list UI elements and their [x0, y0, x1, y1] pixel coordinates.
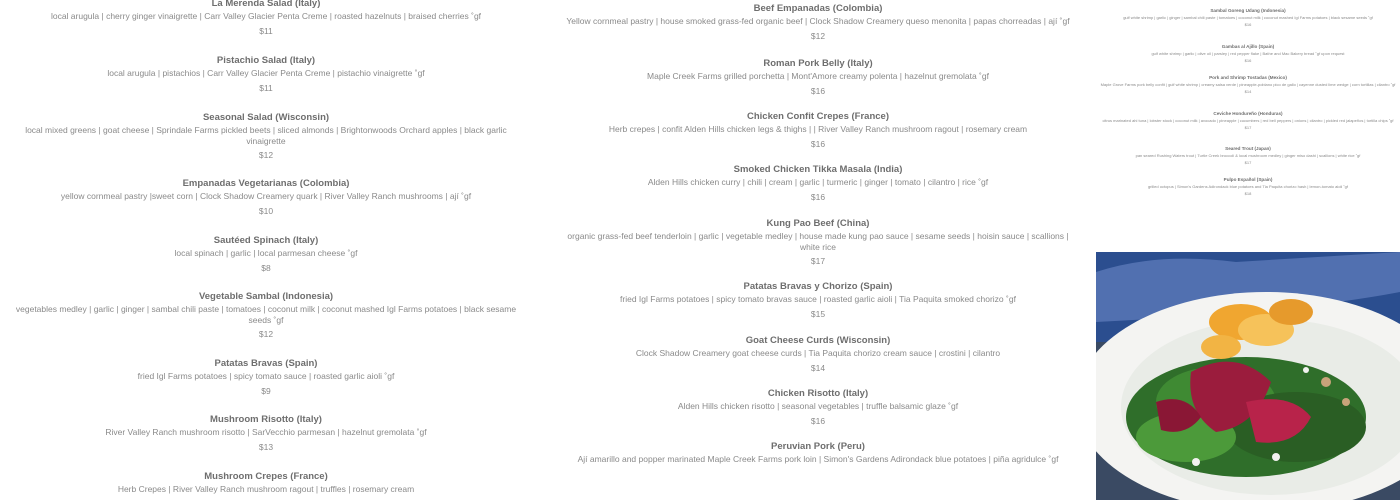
menu-item-description: Ají amarillo and popper marinated Maple Creek Farms pork loin | Simon's Gardens Adirondack blue potatoes | piña agridulce ˚gf: [577, 454, 1059, 464]
menu-item-description: local arugula | pistachios | Carr Valley Glacier Penta Creme | pistachio vinaigrette ˚gf: [107, 68, 425, 78]
menu-item-name: Patatas Bravas (Spain): [214, 358, 318, 369]
menu-item-price: $16: [810, 85, 826, 96]
menu-item: [560, 441, 1076, 469]
menu-item-description: Yellow cornmeal pastry | house smoked grass-fed organic beef | Clock Shadow Creamery queso menonita | papas chorreadas | ají ˚gf: [566, 16, 1070, 26]
menu-item-description: pan seared Rushing Waters trout | Turtle Creek broccoli & local mushroom medley | ginger miso dashi | scallions | white rice ˚gf: [1135, 153, 1361, 158]
menu-item-name: Seasonal Salad (Wisconsin): [202, 112, 330, 123]
menu-item-price: $14: [810, 362, 826, 373]
menu-item-price: $17: [1244, 160, 1252, 165]
menu-item-name: Sautéed Spinach (Italy): [213, 235, 319, 246]
menu-item: [560, 58, 1076, 97]
menu-item-name: Chicken Risotto (Italy): [767, 388, 869, 399]
menu-item-name: Mushroom Crepes (France): [204, 471, 328, 482]
menu-item-description: fried Igl Farms potatoes | spicy tomato bravas sauce | roasted garlic aioli | Tia Paquita smoked chorizo ˚gf: [620, 294, 1016, 304]
salad-photo: [1096, 252, 1400, 500]
menu-item-price: $12: [258, 329, 274, 339]
menu-item: [0, 291, 532, 340]
menu-item-name: Ceviche Hondureño (Honduras): [1213, 111, 1283, 116]
menu-item-description: grilled octopus | Simon's Gardens Adirondack blue potatoes and Tia Paquita chorizo hash | lemon-tomato aioli ˚gf: [1147, 184, 1349, 189]
menu-item: [560, 111, 1076, 150]
menu-item-name: Pulpo Español (Spain): [1223, 177, 1273, 182]
menu-item-name: Pork and Shrimp Tostadas (Mexico): [1209, 75, 1287, 80]
menu-item-description: local spinach | garlic | local parmesan cheese ˚gf: [174, 248, 358, 258]
menu-item: [1096, 177, 1400, 196]
menu-item-name: Vegetable Sambal (Indonesia): [198, 291, 334, 302]
salad-photo-image: [1096, 252, 1400, 500]
menu-item: [1096, 146, 1400, 165]
menu-item: [0, 471, 532, 499]
menu-item-name: Kung Pao Beef (China): [766, 218, 870, 229]
menu-item-description: gulf white shrimp | garlic | ginger | sambal chili paste | tomatoes | coconut milk | coconut mashed Igl Farms potatoes | black sesame seeds ˚gf: [1123, 15, 1373, 20]
menu-item-name: Gambas al Ajillo (Spain): [1221, 44, 1275, 49]
menu-item: [0, 414, 532, 453]
menu-item-description: Maple Grove Farms pork belly confit | gulf white shrimp | creamy salsa verde | pineapple-poblano pico de gallo | cayenne dusted lime wedge | corn tortillas | cilantro ˚gf: [1100, 82, 1396, 87]
menu-item-description: Alden Hills chicken risotto | seasonal vegetables | truffle balsamic glaze ˚gf: [677, 401, 959, 411]
menu-item-price: $11: [259, 82, 273, 93]
menu-item-price: $11: [259, 25, 273, 36]
menu-item: [0, 112, 532, 161]
menu-item: [1096, 111, 1400, 130]
menu-item-name: Empanadas Vegetarianas (Colombia): [182, 178, 350, 189]
menu-item-name: Sambal Goreng Udang (Indonesia): [1210, 8, 1286, 13]
menu-item-description: organic grass-fed beef tenderloin | garlic | vegetable medley | house made kung pao sauce | sesame seeds | hoisin sauce | scallions | white rice: [567, 231, 1069, 252]
menu-item-description: vegetables medley | garlic | ginger | sambal chili paste | tomatoes | coconut milk | coconut mashed Igl Farms potatoes | black sesame seeds ˚gf: [15, 304, 517, 325]
menu-item-price: $16: [810, 138, 826, 149]
menu-item-description: gulf white shrimp | garlic | olive oil | parsley | red pepper flake | Bathe and Mac Bakery bread ˚gf upon request: [1151, 51, 1345, 56]
menu-item-price: $10: [258, 205, 274, 216]
menu-item-description: Herb crepes | confit Alden Hills chicken legs & thighs | | River Valley Ranch mushroom ragout | rosemary cream: [608, 124, 1028, 134]
menu-item-description: River Valley Ranch mushroom risotto | SarVecchio parmesan | hazelnut gremolata ˚gf: [105, 427, 427, 437]
menu-item-description: yellow cornmeal pastry |sweet corn | Clock Shadow Creamery quark | River Valley Ranch mushrooms | ají ˚gf: [60, 191, 472, 201]
menu-column-right: [1096, 0, 1400, 252]
menu-item-name: Patatas Bravas y Chorizo (Spain): [743, 281, 893, 292]
menu-item-name: Roman Pork Belly (Italy): [763, 58, 873, 69]
menu-item-price: $13: [258, 441, 274, 452]
menu-item: [1096, 44, 1400, 63]
menu-item-name: Pistachio Salad (Italy): [216, 55, 316, 66]
menu-item: [560, 3, 1076, 42]
menu-item-price: $14: [1244, 89, 1252, 94]
menu-item-description: Clock Shadow Creamery goat cheese curds | Tia Paquita chorizo cream sauce | crostini | cilantro: [635, 348, 1001, 358]
menu-item-name: Smoked Chicken Tikka Masala (India): [733, 164, 903, 175]
menu-item-description: local arugula | cherry ginger vinaigrette | Carr Valley Glacier Penta Creme | roasted hazelnuts | braised cherries ˚gf: [50, 11, 482, 21]
menu-item-price: $15: [810, 308, 826, 319]
menu-item: [1096, 8, 1400, 27]
menu-item: [560, 164, 1076, 203]
menu-item-name: Mushroom Risotto (Italy): [210, 414, 322, 425]
menu-item-name: Peruvian Pork (Peru): [771, 441, 865, 452]
menu-item-price: $8: [261, 262, 271, 273]
menu-item: [0, 178, 532, 217]
menu-item-price: $12: [810, 30, 826, 41]
menu-item-name: Chicken Confit Crepes (France): [747, 111, 889, 122]
menu-item-price: $16: [810, 191, 826, 202]
menu-item: [560, 335, 1076, 374]
menu-item-price: $18: [1244, 191, 1252, 196]
menu-item: [560, 388, 1076, 427]
menu-item: [560, 218, 1076, 267]
menu-item-description: fried Igl Farms potatoes | spicy tomato sauce | roasted garlic aioli ˚gf: [137, 371, 395, 381]
menu-item-price: $17: [810, 256, 826, 266]
menu-item-price: $17: [1244, 125, 1252, 130]
menu-item-description: citrus marinated ahi tuna | lobster stock | coconut milk | avocado | pineapple | cucumbers | red bell peppers | onions | cilantro | pickled red jalapeños | tortilla chips ˚gf: [1102, 118, 1394, 123]
menu-item-description: Herb Crepes | River Valley Ranch mushroom ragout | truffles | rosemary cream: [117, 484, 415, 494]
menu-item-name: La Merenda Salad (Italy): [211, 0, 321, 9]
menu-item-name: Seared Trout (Japan): [1225, 146, 1271, 151]
menu-item: [0, 358, 532, 397]
menu-item-description: Alden Hills chicken curry | chili | cream | garlic | turmeric | ginger | tomato | cilantro | rice ˚gf: [647, 177, 989, 187]
menu-item: [1096, 75, 1400, 94]
menu-item-description: local mixed greens | goat cheese | Sprindale Farms pickled beets | sliced almonds | Brightonwoods Orchard apples | black garlic vinaigrette: [25, 125, 507, 146]
menu-item-price: $12: [258, 150, 274, 160]
menu-item-name: Beef Empanadas (Colombia): [753, 3, 883, 14]
menu-item-name: Goat Cheese Curds (Wisconsin): [745, 335, 891, 346]
menu-item: [0, 235, 532, 274]
menu-item-price: $16: [810, 415, 826, 426]
menu-item: [0, 55, 532, 94]
menu-item-price: $16: [1244, 22, 1252, 27]
menu-item: [0, 0, 532, 37]
menu-item-price: $9: [261, 385, 271, 396]
menu-item: [560, 281, 1076, 320]
menu-item-price: $16: [1244, 58, 1252, 63]
menu-item-description: Maple Creek Farms grilled porchetta | Mont'Amore creamy polenta | hazelnut gremolata ˚gf: [647, 71, 989, 81]
